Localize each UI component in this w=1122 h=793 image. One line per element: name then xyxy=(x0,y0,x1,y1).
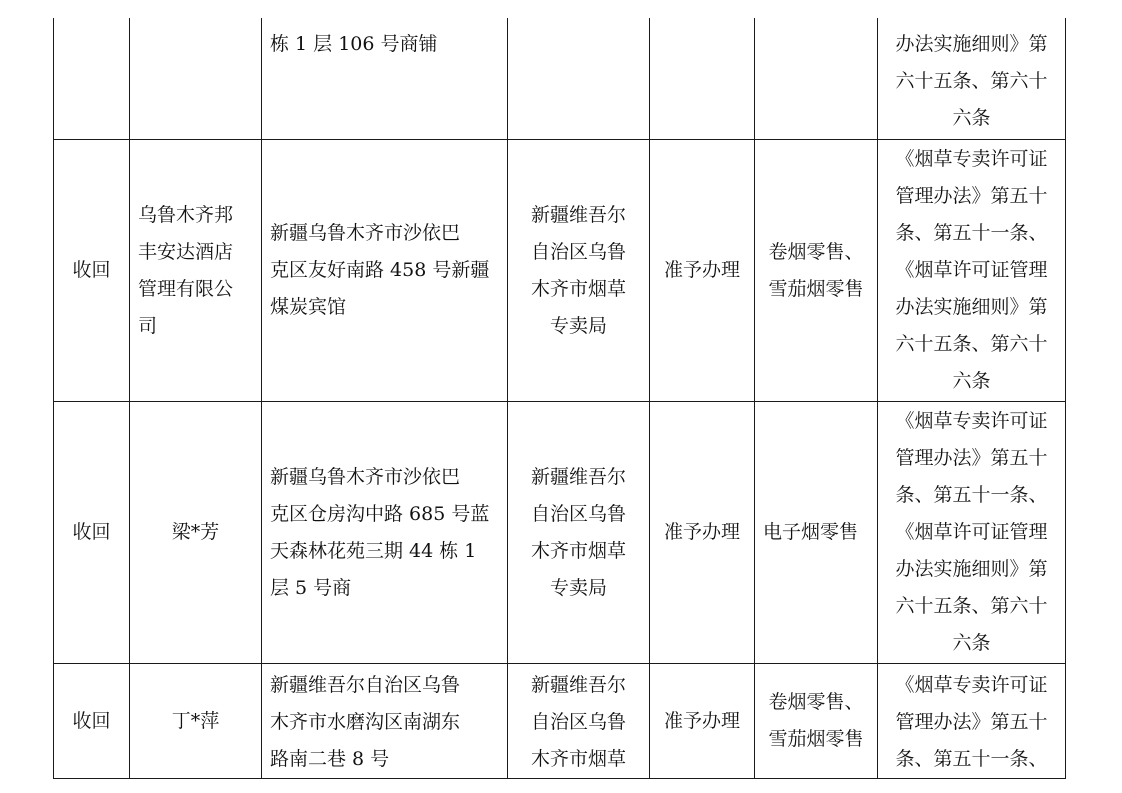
table-row xyxy=(54,402,1066,664)
authority-cell xyxy=(508,18,650,140)
address-cell: 新疆乌鲁木齐市沙依巴 克区友好南路 458 号新疆 煤炭宾馆 xyxy=(262,140,508,402)
legal-basis-cell: 办法实施细则》第 六十五条、第六十 六条 xyxy=(878,18,1066,140)
scope-cell: 卷烟零售、 雪茄烟零售 xyxy=(755,664,878,779)
decision-cell xyxy=(650,18,755,140)
entity-cell xyxy=(130,18,262,140)
legal-basis-cell: 《烟草专卖许可证 管理办法》第五十 条、第五十一条、 xyxy=(878,664,1066,779)
scope-cell: 电子烟零售 xyxy=(755,402,878,664)
decision-cell: 准予办理 xyxy=(650,664,755,779)
decision-cell: 准予办理 xyxy=(650,402,755,664)
address-cell: 新疆维吾尔自治区乌鲁 木齐市水磨沟区南湖东 路南二巷 8 号 xyxy=(262,664,508,779)
decision-cell: 准予办理 xyxy=(650,140,755,402)
license-revocation-table xyxy=(53,18,1066,779)
entity-cell: 乌鲁木齐邦 丰安达酒店 管理有限公 司 xyxy=(130,140,262,402)
action-cell: 收回 xyxy=(54,664,130,779)
table-row xyxy=(54,18,1066,140)
table-row xyxy=(54,140,1066,402)
table-row xyxy=(54,664,1066,779)
authority-cell: 新疆维吾尔 自治区乌鲁 木齐市烟草 专卖局 xyxy=(508,402,650,664)
action-cell xyxy=(54,18,130,140)
authority-cell: 新疆维吾尔 自治区乌鲁 木齐市烟草 专卖局 xyxy=(508,140,650,402)
entity-cell: 梁*芳 xyxy=(130,402,262,664)
action-cell: 收回 xyxy=(54,140,130,402)
legal-basis-cell: 《烟草专卖许可证 管理办法》第五十 条、第五十一条、 《烟草许可证管理 办法实施细则》第 六十五条、第六十 六条 xyxy=(878,140,1066,402)
scope-cell xyxy=(755,18,878,140)
authority-cell: 新疆维吾尔 自治区乌鲁 木齐市烟草 xyxy=(508,664,650,779)
entity-cell: 丁*萍 xyxy=(130,664,262,779)
address-cell: 新疆乌鲁木齐市沙依巴 克区仓房沟中路 685 号蓝 天森林花苑三期 44 栋 1 层 5 号商 xyxy=(262,402,508,664)
scope-cell: 卷烟零售、 雪茄烟零售 xyxy=(755,140,878,402)
legal-basis-cell: 《烟草专卖许可证 管理办法》第五十 条、第五十一条、 《烟草许可证管理 办法实施细则》第 六十五条、第六十 六条 xyxy=(878,402,1066,664)
address-cell: 栋 1 层 106 号商铺 xyxy=(262,18,508,140)
action-cell: 收回 xyxy=(54,402,130,664)
